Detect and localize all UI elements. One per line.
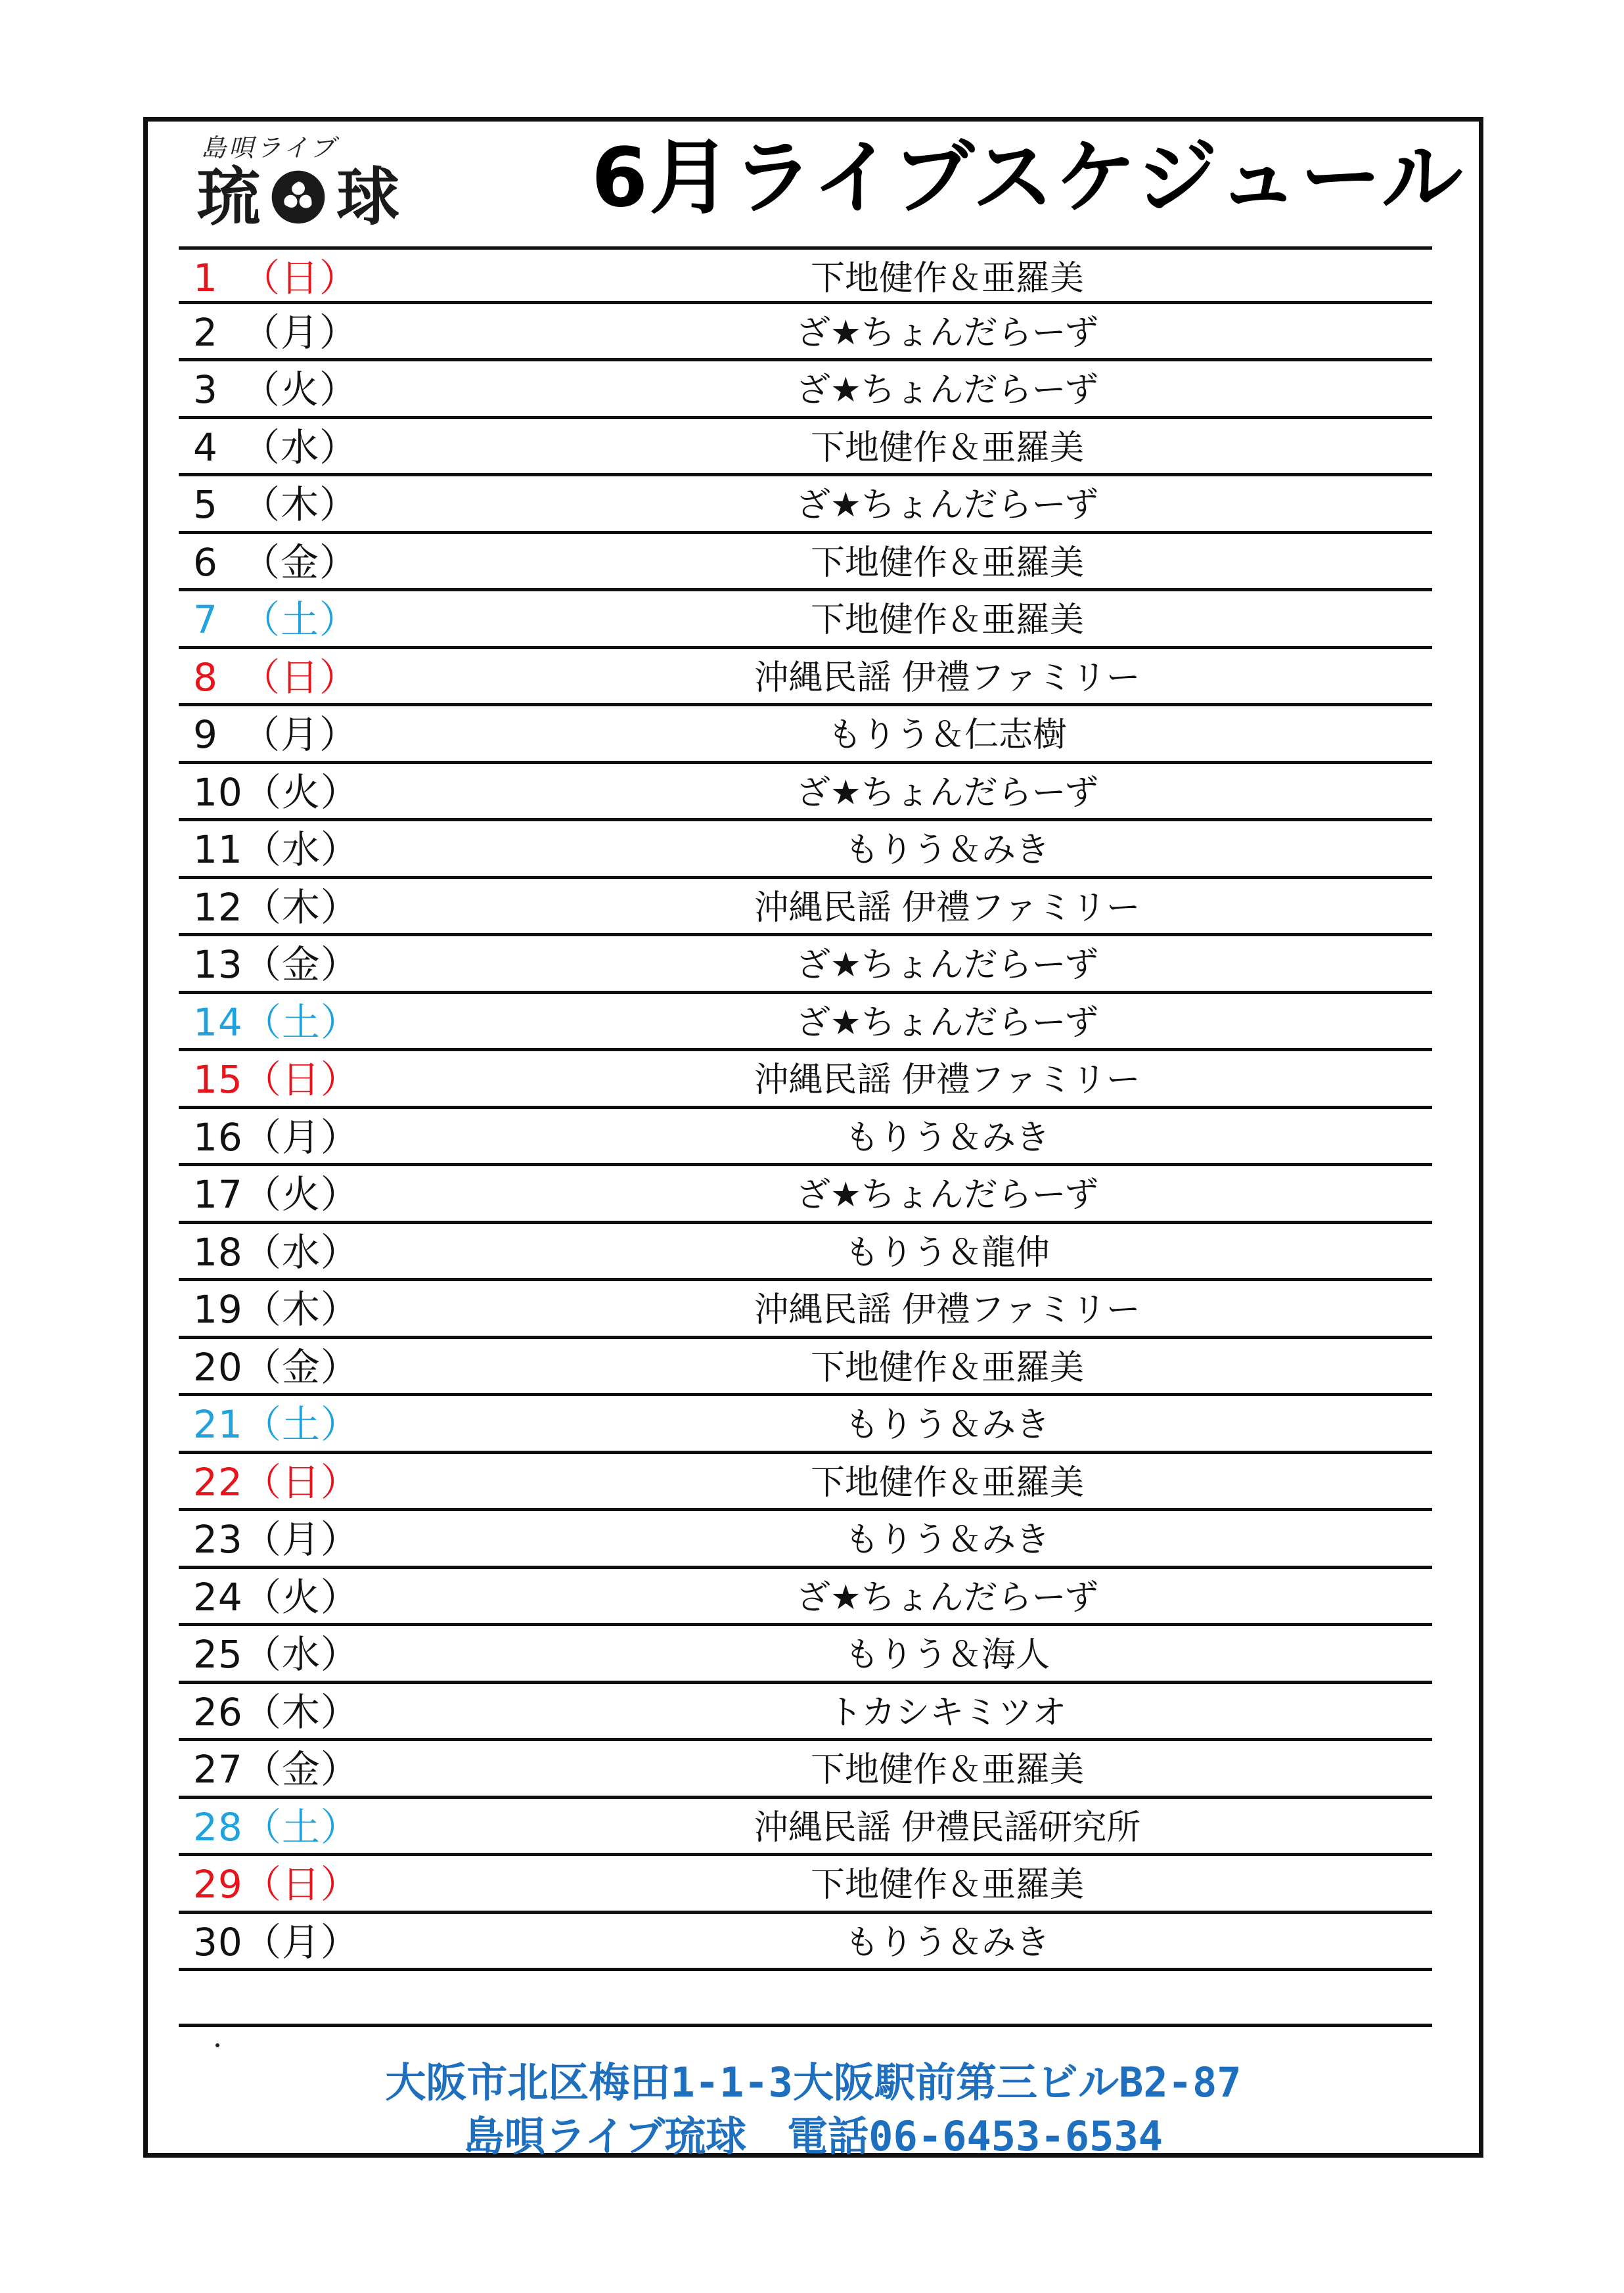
performer-name: 下地健作＆亜羅美: [810, 601, 1084, 640]
logo-wordmark: [197, 160, 399, 234]
schedule-date: [193, 1227, 359, 1278]
schedule-row: [179, 419, 1432, 477]
performer-name: 沖縄民謡 伊禮民謡研究所: [754, 1807, 1141, 1848]
day-number: 17: [193, 1172, 243, 1217]
day-number: 8: [193, 654, 218, 700]
weekday-label: （日）: [242, 1459, 359, 1505]
schedule-date: [193, 1802, 359, 1853]
day-number: 4: [193, 424, 218, 470]
schedule-row: [179, 649, 1432, 707]
venue-address: 大阪市北区梅田1-1-3大阪駅前第三ビルB2-87: [385, 2058, 1242, 2106]
schedule-row: [179, 1454, 1432, 1512]
performer-name: もりう＆みき: [844, 1520, 1050, 1560]
weekday-label: （火）: [242, 367, 359, 412]
schedule-date: [193, 709, 358, 760]
day-number: 9: [193, 712, 218, 757]
day-number: 18: [193, 1229, 243, 1275]
schedule-date: [193, 537, 358, 588]
schedule-date: [193, 252, 358, 304]
schedule-row: [179, 476, 1432, 534]
performer-name: ざ★ちょんだらーず: [796, 773, 1099, 813]
weekday-label: （日）: [242, 256, 359, 300]
schedule-date: [193, 594, 358, 645]
performer-name: ざ★ちょんだらーず: [796, 1578, 1099, 1618]
performer-name: もりう＆海人: [844, 1635, 1050, 1675]
schedule-date: [193, 1629, 359, 1680]
schedule-row: [179, 1281, 1432, 1339]
stray-dot: [215, 2043, 219, 2047]
weekday-label: （月）: [242, 1517, 359, 1562]
performer-name: ざ★ちょんだらーず: [796, 1175, 1099, 1215]
weekday-label: （月）: [242, 1114, 359, 1160]
schedule-row: [179, 1799, 1432, 1857]
day-number: 7: [193, 597, 218, 642]
weekday-label: （月）: [242, 1919, 359, 1964]
performer-name: 下地健作＆亜羅美: [810, 1750, 1084, 1790]
schedule-row: [179, 879, 1432, 937]
schedule-row: [179, 1914, 1432, 1972]
schedule-date: [193, 479, 358, 530]
weekday-label: （水）: [242, 1632, 359, 1677]
weekday-label: （日）: [242, 654, 359, 700]
schedule-table: [179, 246, 1432, 1971]
schedule-row: [179, 1569, 1432, 1627]
performer-name: ざ★ちょんだらーず: [796, 1003, 1099, 1043]
performer-name: 下地健作＆亜羅美: [810, 1463, 1084, 1503]
blank-row: [179, 2024, 1432, 2027]
schedule-row: [179, 534, 1432, 592]
tomoe-icon: [271, 170, 326, 225]
performer-name: 沖縄民謡 伊禮ファミリー: [754, 658, 1140, 698]
venue-logo: [197, 125, 473, 237]
day-number: 15: [193, 1057, 243, 1102]
day-number: 20: [193, 1344, 243, 1390]
performer-name: 下地健作＆亜羅美: [810, 543, 1084, 583]
schedule-row: [179, 1684, 1432, 1742]
schedule-date: [193, 1284, 359, 1335]
schedule-date: [193, 1744, 359, 1795]
schedule-date: [193, 1054, 359, 1105]
performer-name: 沖縄民謡 伊禮ファミリー: [754, 1290, 1140, 1330]
schedule-row: [179, 361, 1432, 419]
weekday-label: （日）: [242, 1057, 359, 1102]
logo-char-left: 琉: [197, 160, 260, 234]
day-number: 27: [193, 1747, 243, 1792]
weekday-label: （土）: [242, 999, 359, 1045]
performer-name: ざ★ちょんだらーず: [796, 945, 1099, 985]
day-number: 19: [193, 1287, 243, 1332]
schedule-date: [193, 652, 358, 703]
schedule-date: [193, 1859, 359, 1910]
day-number: 6: [193, 539, 218, 585]
weekday-label: （日）: [242, 1862, 359, 1907]
day-number: 22: [193, 1459, 243, 1505]
schedule-row: [179, 1396, 1432, 1454]
day-number: 2: [193, 309, 218, 355]
page-title: 6月ライブスケジュール: [591, 131, 1464, 225]
schedule-date: [193, 997, 359, 1048]
weekday-label: （土）: [242, 597, 359, 642]
weekday-label: （木）: [242, 1689, 359, 1735]
schedule-row: [179, 994, 1432, 1052]
weekday-label: （土）: [242, 1804, 359, 1850]
day-number: 28: [193, 1804, 243, 1850]
schedule-row: [179, 591, 1432, 649]
performer-name: 下地健作＆亜羅美: [810, 1865, 1084, 1905]
performer-name: 下地健作＆亜羅美: [810, 259, 1084, 298]
day-number: 29: [193, 1862, 243, 1907]
schedule-date: [193, 1399, 359, 1450]
performer-name: ざ★ちょんだらーず: [796, 313, 1099, 353]
schedule-date: [193, 824, 359, 875]
performer-name: ざ★ちょんだらーず: [796, 371, 1099, 410]
performer-name: 下地健作＆亜羅美: [810, 1348, 1084, 1388]
performer-name: もりう＆みき: [844, 1922, 1050, 1963]
schedule-row: [179, 1626, 1432, 1684]
schedule-row: [179, 1856, 1432, 1914]
schedule-date: [193, 1514, 359, 1565]
day-number: 12: [193, 884, 243, 930]
weekday-label: （火）: [242, 1172, 359, 1217]
schedule-date: [193, 1342, 359, 1393]
schedule-row: [179, 1339, 1432, 1397]
weekday-label: （水）: [242, 424, 359, 470]
schedule-date: [193, 1917, 359, 1968]
day-number: 3: [193, 367, 218, 412]
schedule-row: [179, 936, 1432, 994]
schedule-date: [193, 422, 358, 473]
weekday-label: （火）: [242, 769, 359, 815]
schedule-row: [179, 304, 1432, 362]
schedule-row: [179, 706, 1432, 764]
schedule-row: [179, 1511, 1432, 1569]
day-number: 24: [193, 1574, 243, 1620]
performer-name: もりう＆仁志樹: [827, 715, 1067, 755]
day-number: 16: [193, 1114, 243, 1160]
weekday-label: （月）: [242, 309, 359, 355]
schedule-row: [179, 1224, 1432, 1282]
day-number: 10: [193, 769, 243, 815]
schedule-date: [193, 1457, 359, 1508]
schedule-row: [179, 1741, 1432, 1799]
logo-subtitle: 島唄ライブ: [201, 133, 338, 162]
weekday-label: （火）: [242, 1574, 359, 1620]
schedule-date: [193, 1112, 359, 1163]
performer-name: もりう＆みき: [844, 830, 1050, 870]
schedule-date: [193, 939, 359, 990]
day-number: 26: [193, 1689, 243, 1735]
performer-name: 下地健作＆亜羅美: [810, 428, 1084, 468]
performer-name: ざ★ちょんだらーず: [796, 486, 1099, 525]
logo-char-right: 球: [336, 160, 399, 234]
weekday-label: （月）: [242, 712, 359, 757]
weekday-label: （金）: [242, 1344, 359, 1390]
schedule-row: [179, 246, 1432, 304]
day-number: 21: [193, 1402, 243, 1447]
schedule-date: [193, 1169, 359, 1220]
day-number: 1: [193, 256, 218, 300]
weekday-label: （木）: [242, 884, 359, 930]
day-number: 5: [193, 482, 218, 527]
performer-name: 沖縄民謡 伊禮ファミリー: [754, 888, 1140, 928]
weekday-label: （水）: [242, 1229, 359, 1275]
schedule-date: [193, 1572, 359, 1623]
weekday-label: （金）: [242, 1747, 359, 1792]
day-number: 14: [193, 999, 243, 1045]
schedule-date: [193, 307, 358, 358]
day-number: 30: [193, 1919, 243, 1964]
weekday-label: （木）: [242, 482, 359, 527]
performer-name: 沖縄民謡 伊禮ファミリー: [754, 1060, 1140, 1100]
venue-contact: 島唄ライブ琉球 電話06-6453-6534: [463, 2112, 1163, 2160]
performer-name: もりう＆みき: [844, 1405, 1050, 1445]
weekday-label: （金）: [242, 942, 359, 987]
schedule-date: [193, 882, 359, 933]
day-number: 23: [193, 1517, 243, 1562]
performer-name: もりう＆みき: [844, 1118, 1050, 1158]
weekday-label: （土）: [242, 1402, 359, 1447]
day-number: 25: [193, 1632, 243, 1677]
performer-name: トカシキミツオ: [828, 1692, 1067, 1733]
weekday-label: （木）: [242, 1287, 359, 1332]
schedule-date: [193, 767, 359, 818]
performer-name: もりう＆龍伸: [844, 1233, 1050, 1273]
day-number: 11: [193, 827, 243, 872]
schedule-row: [179, 821, 1432, 879]
schedule-row: [179, 764, 1432, 822]
schedule-row: [179, 1166, 1432, 1224]
day-number: 13: [193, 942, 243, 987]
schedule-row: [179, 1109, 1432, 1167]
schedule-row: [179, 1051, 1432, 1109]
schedule-date: [193, 364, 358, 415]
weekday-label: （金）: [242, 539, 359, 585]
schedule-date: [193, 1687, 359, 1738]
weekday-label: （水）: [242, 827, 359, 872]
